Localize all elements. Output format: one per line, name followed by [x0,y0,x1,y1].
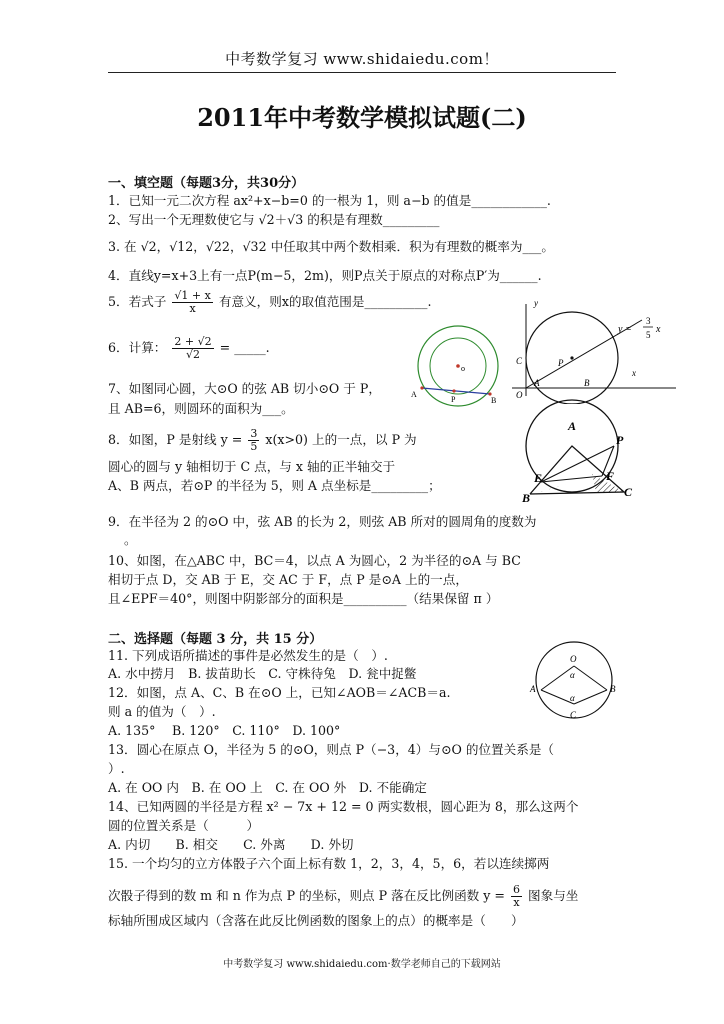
point-p [452,389,455,392]
page-header: 中考数学复习 www.shidaiedu.com！ [225,50,499,68]
question-8-suffix: 上的一点，以 P 为 [312,432,417,447]
label-x: x [632,368,636,378]
label-a: A [534,378,540,388]
question-5-prefix: 5．若式子 [108,294,167,309]
label-p: P [616,433,624,447]
question-6-denominator: √2 [186,348,201,361]
line-equation-var: x [656,324,661,335]
label-a: A [568,419,577,433]
question-12-line-2: 则 a 的值为（ ）. [108,704,216,719]
label-b: B [522,491,531,505]
line-equation-eq: y = [618,324,632,335]
question-6-suffix: = _____. [219,340,270,355]
question-8-prefix: 8．如图，P 是射线 [108,432,217,447]
question-10-line-1: 10、如图，在△ABC 中，BC＝4，以点 A 为圆心，2 为半径的⊙A 与 BC [108,553,521,568]
question-14-options: A. 内切 B. 相交 C. 外离 D. 外切 [108,837,354,852]
question-8-line-2: 圆心的圆与 y 轴相切于 C 点，与 x 轴的正半轴交于 [108,459,396,474]
question-15-eq: y = [483,888,505,903]
segment-ob [574,666,607,690]
question-4: 4．直线y=x+3上有一点P(m−5，2m)，则P点关于原点的对称点P′为______. [108,268,542,283]
label-o: O [570,654,577,664]
question-6-numerator: 2 + √2 [174,335,212,348]
point-p [570,356,573,359]
question-13-line-2: ）. [108,761,125,776]
question-15-prefix: 次骰子得到的数 m 和 n 作为点 P 的坐标，则点 P 落在反比例函数 [108,888,480,903]
label-y: y [534,298,538,308]
label-p: P [451,395,456,404]
question-8-numerator: 3 [250,427,258,440]
question-15-suffix: 图象与坐 [528,888,579,903]
chord-ab [422,388,490,394]
label-c: C [516,356,523,366]
label-b: B [610,684,616,694]
question-8-line-1 [108,428,417,453]
section-heading-choice: 二、选择题（每题 3 分，共 15 分） [108,632,323,647]
question-12-options: A. 135° B. 120° C. 110° D. 100° [108,723,341,738]
line-equation-denominator: 5 [646,330,651,340]
label-b: B [491,396,497,405]
question-3: 3. 在 √2，√12，√22，√32 中任取其中两个数相乘．积为有理数的概率为___。 [108,239,554,254]
question-15-line-1: 15. 一个均匀的立方体骰子六个面上标有数 1，2，3，4，5，6，若以连续掷两 [108,856,550,871]
question-7-line-1: 7、如图同心圆，大⊙O 的弦 AB 切小⊙O 于 P， [108,381,381,396]
question-15-fraction [511,884,522,909]
label-p: P [558,358,564,368]
question-5 [108,290,431,315]
question-14-line-2: 圆的位置关系是（ ） [108,818,260,833]
page-footer: 中考数学复习 www.shidaiedu.com·数学老师自己的下载网站 [223,959,501,970]
question-15-numerator: 6 [512,883,520,896]
question-15-line-3: 标轴所围成区域内（含落在此反比例函数的图象上的点）的概率是（ ） [108,913,524,928]
label-a: A [411,390,417,399]
question-10-line-3: 且∠EPF＝40°，则图中阴影部分的面积是__________（结果保留 π ） [108,591,499,606]
label-o: o [461,364,465,373]
question-13-options: A. 在 OO 内 B. 在 OO 上 C. 在 OO 外 D. 不能确定 [108,780,427,795]
label-o: O [516,390,523,400]
question-11-options: A. 水中捞月 B. 拔苗助长 C. 守株待兔 D. 瓮中捉鳖 [108,666,417,681]
question-9-line-2: 。 [124,532,137,547]
point-a [420,386,423,389]
question-12-line-1: 12．如图，点 A、C、B 在⊙O 上，已知∠AOB＝∠ACB＝a. [108,685,451,700]
label-c: C [624,485,633,499]
center-point [456,364,460,368]
shade-left [534,484,566,494]
line-equation-label [617,316,661,340]
question-5-suffix: 有意义，则x的取值范围是__________. [218,294,432,309]
question-15-denominator: x [513,896,520,909]
label-a: A [530,684,536,694]
question-6-expression [172,336,213,361]
figure-triangle-circle [516,398,640,510]
figure-circle-angles [526,636,622,724]
label-b: B [584,378,590,388]
question-8-denominator: 5 [250,440,258,453]
figure-ray-circle [508,292,680,404]
question-9-line-1: 9．在半径为 2 的⊙O 中，弦 AB 的长为 2，则弦 AB 所对的圆周角的度数为 [108,514,537,529]
label-alpha-top: α [570,670,575,680]
label-c: C [570,710,577,720]
question-5-expression [172,290,212,315]
question-11: 11. 下列成语所描述的事件是必然发生的是（ ）. [108,648,388,663]
question-7-line-2: 且 AB=6，则圆环的面积为___。 [108,401,294,416]
segment-cb [574,690,607,704]
question-2: 2、写出一个无理数使它与 √2＋√3 的积是有理数_________ [108,212,440,227]
question-6 [108,336,270,361]
line-equation-numerator: 3 [646,316,651,326]
question-8-line-3: A、B 两点，若⊙P 的半径为 5，则 A 点坐标是_________； [108,478,441,493]
figure-concentric-circles [408,322,508,412]
question-8-fraction [248,428,259,453]
label-alpha-bottom: α [570,693,575,703]
question-8-eq: y = [220,432,243,447]
section-heading-fill-in: 一、填空题（每题3分，共30分） [108,176,305,191]
question-6-prefix: 6．计算： [108,340,167,355]
question-1: 1．已知一元二次方程 ax²+x−b=0 的一根为 1，则 a−b 的值是____________. [108,193,551,208]
question-5-denominator: x [189,302,196,315]
header-rule [108,72,616,73]
question-14-line-1: 14、已知两圆的半径是方程 x² − 7x + 12 = 0 两实数根，圆心距为 8，那么这两个 [108,799,579,814]
page-title: 2011年中考数学模拟试题(二) [197,103,527,132]
label-f: F [606,469,615,483]
question-8-tail: x(x>0) [265,432,308,447]
label-e: E [534,471,543,485]
question-13-line-1: 13．圆心在原点 O，半径为 5 的⊙O，则点 P（−3，4）与⊙O 的位置关系是（ [108,742,555,757]
question-15-line-2 [108,884,578,909]
question-10-line-2: 相切于点 D，交 AB 于 E，交 AC 于 F，点 P 是⊙A 上的一点， [108,572,468,587]
question-5-numerator: √1 + x [174,289,211,302]
